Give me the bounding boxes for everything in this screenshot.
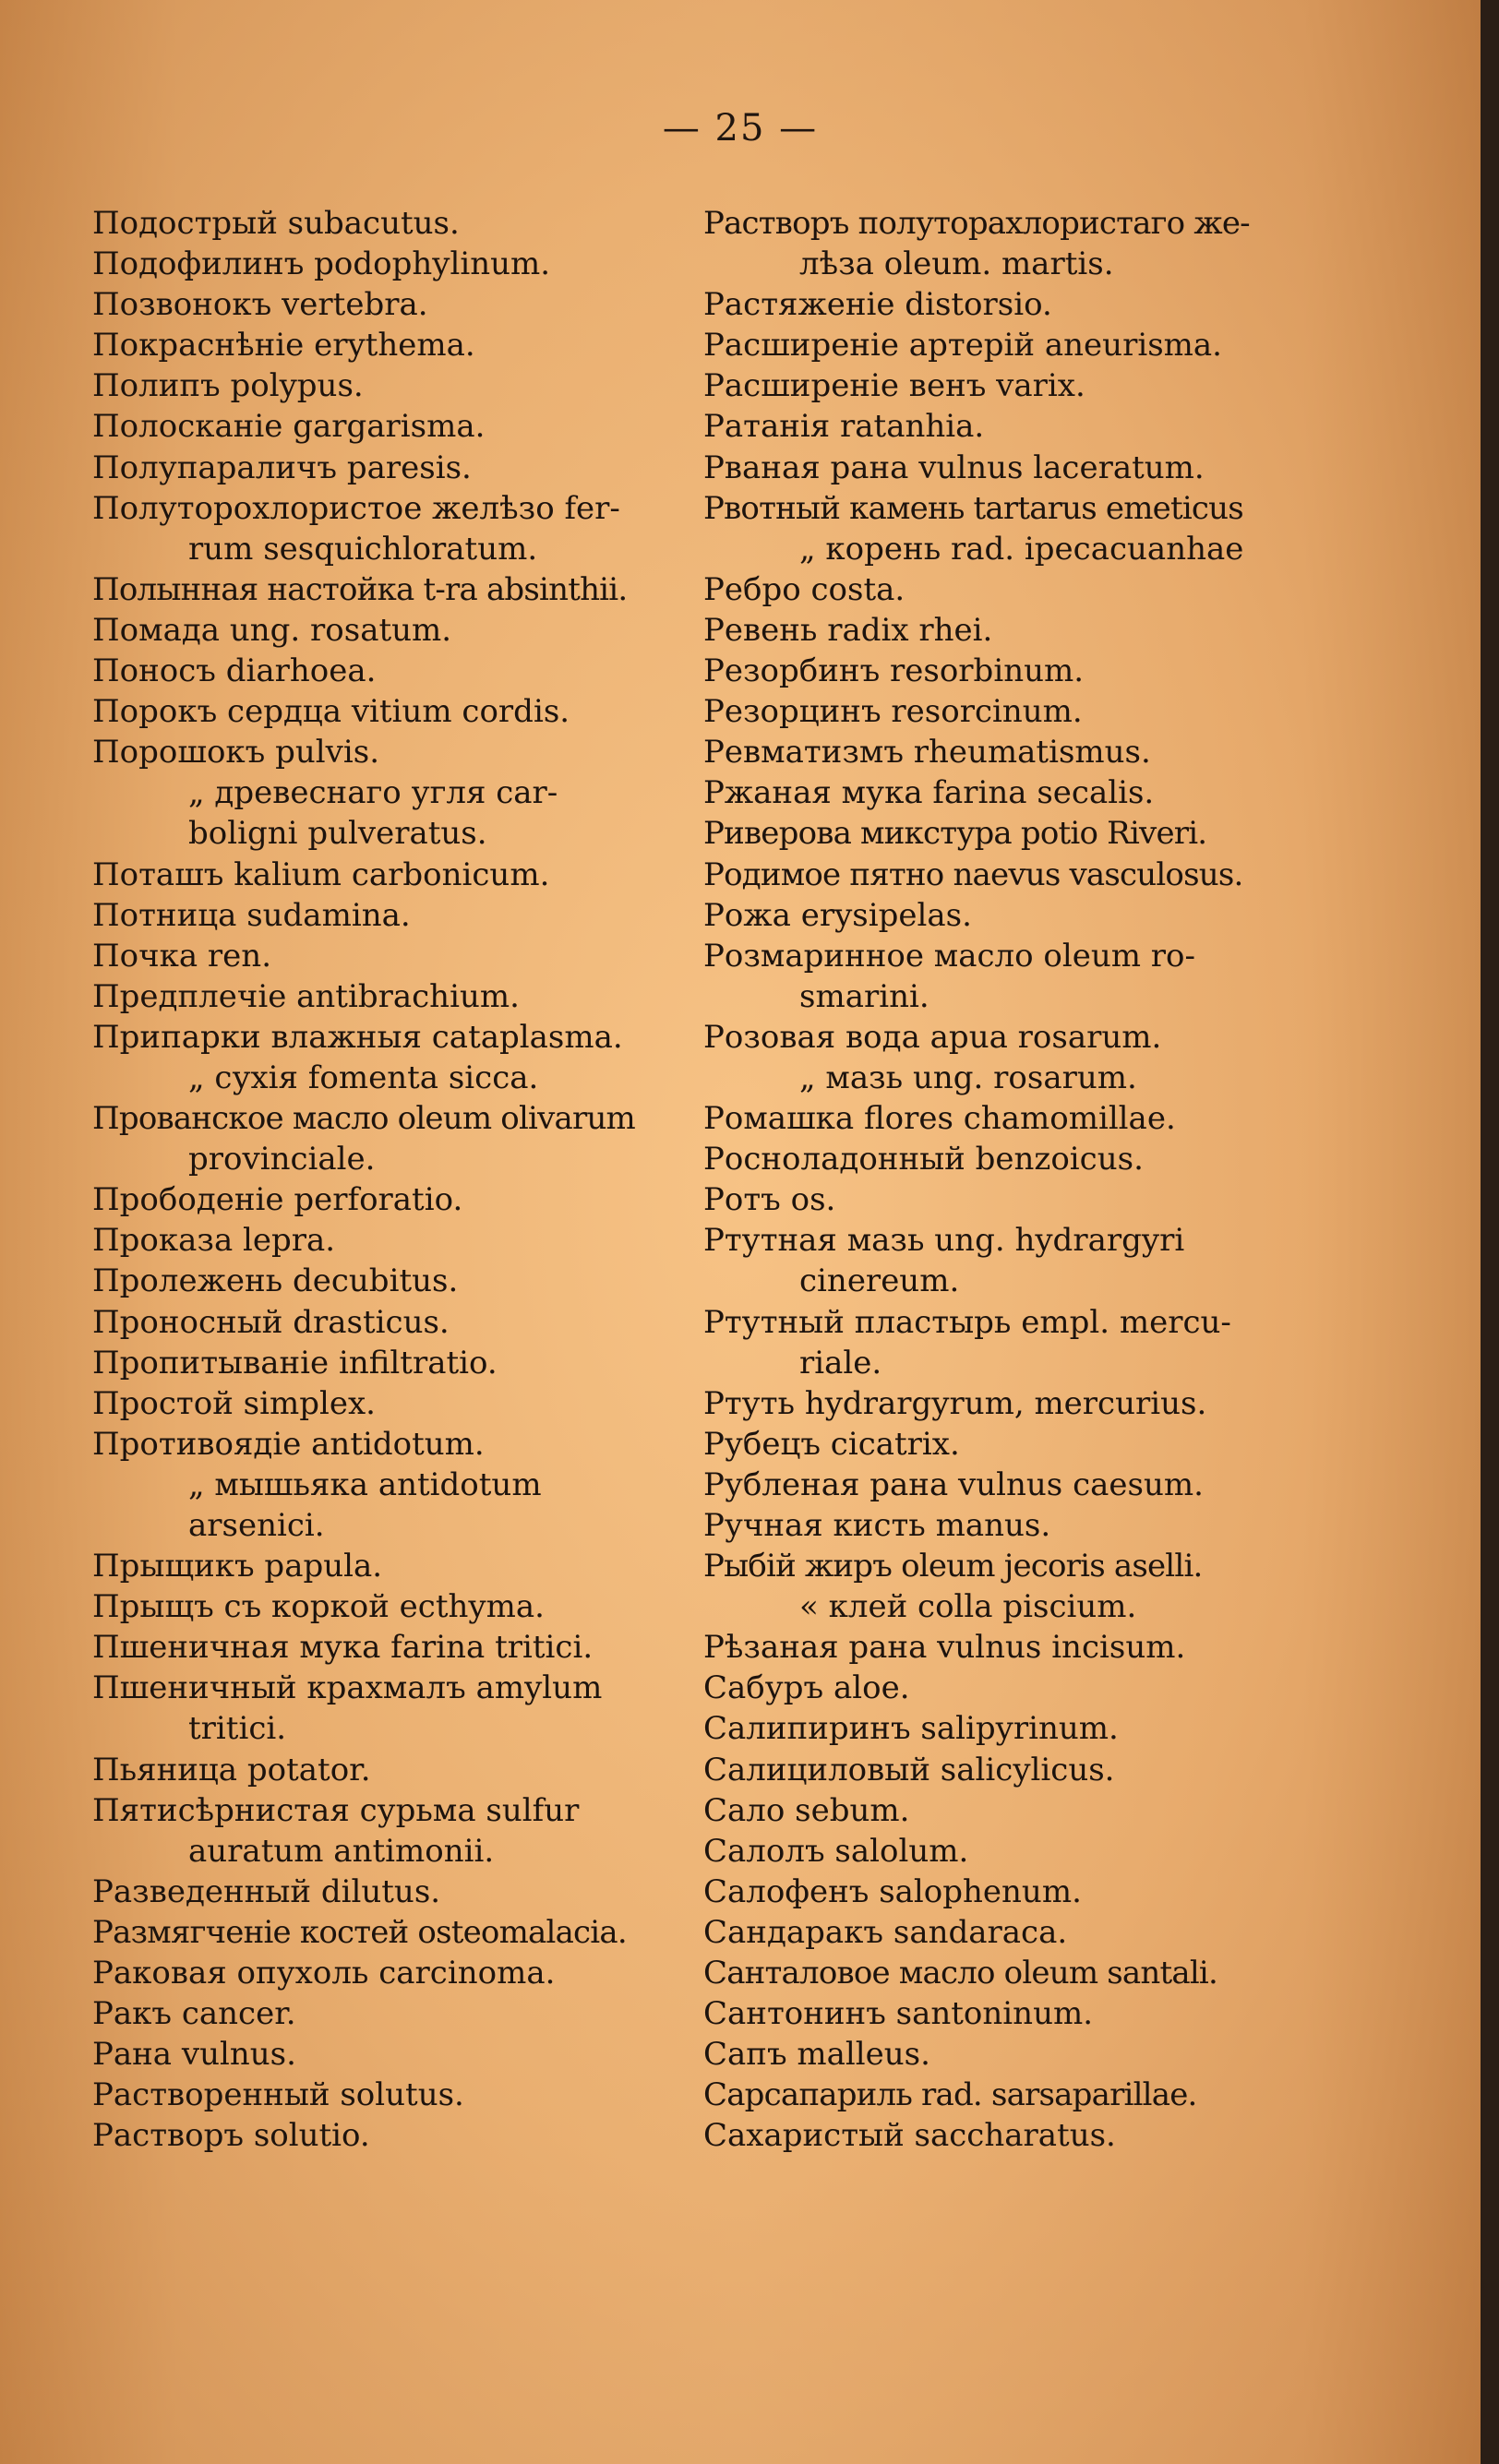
dictionary-entry: Сабуръ aloe. — [703, 1669, 910, 1707]
dictionary-entry: Полынная настойка t-ra absinthii. — [92, 570, 628, 608]
dictionary-entry-continuation: „ корень rad. ipecacuanhae — [799, 530, 1244, 568]
dictionary-entry: Салициловый salicylicus. — [703, 1751, 1115, 1788]
dictionary-entry: Ртутная мазь ung. hydrargyri — [703, 1222, 1185, 1260]
dictionary-entry: Пшеничная мука farina tritici. — [92, 1629, 594, 1667]
dictionary-entry: Раковая опухоль carcinoma. — [92, 1955, 556, 1992]
dictionary-entry: Резорцинъ resorcinum. — [703, 693, 1083, 731]
left-column — [92, 203, 683, 2157]
dictionary-entry: Растворъ solutio. — [92, 2117, 370, 2155]
dictionary-entry-continuation: auratum antimonii. — [188, 1832, 495, 1870]
dictionary-entry: Подострый subacutus. — [92, 205, 460, 242]
dictionary-entry: Розмаринное масло oleum ro- — [703, 937, 1196, 975]
dictionary-entry: Пятисѣрнистая сурьма sulfur — [92, 1791, 580, 1829]
dictionary-entry: Прободеніе perforatio. — [92, 1181, 463, 1219]
dictionary-entry: Почка ren. — [92, 937, 272, 975]
dictionary-entry: Предплечіе antibrachium. — [92, 977, 520, 1015]
dictionary-entry: Рѣзаная рана vulnus incisum. — [703, 1629, 1186, 1667]
dictionary-entry: Ромашка flores chamomillae. — [703, 1100, 1176, 1138]
dictionary-entry: Ребро costa. — [703, 570, 905, 608]
dictionary-entry: Противоядіе antidotum. — [92, 1425, 485, 1463]
dictionary-entry: Поносъ diarhoea. — [92, 652, 377, 690]
dictionary-entry: Сарсапариль rad. sarsaparillae. — [703, 2076, 1197, 2114]
dictionary-entry: Ртутный пластырь empl. mercu- — [703, 1303, 1231, 1341]
dictionary-entry: Рвотный камень tartarus emeticus — [703, 489, 1243, 527]
dictionary-entry: Расширеніе артерій aneurisma. — [703, 327, 1222, 365]
dictionary-entry: Растворенный solutus. — [92, 2076, 464, 2114]
dictionary-entry: Припарки влажныя cataplasma. — [92, 1018, 623, 1056]
dictionary-entry: Сало sebum. — [703, 1791, 910, 1829]
dictionary-entry: Покраснѣніе erythema. — [92, 327, 475, 365]
dictionary-entry: Позвонокъ vertebra. — [92, 286, 428, 324]
dictionary-columns — [92, 203, 1292, 2157]
dictionary-entry: Резорбинъ resorbinum. — [703, 652, 1085, 690]
dictionary-entry: Ржаная мука farina secalis. — [703, 774, 1155, 812]
dictionary-entry: Пролежень decubitus. — [92, 1262, 459, 1300]
dictionary-entry: Риверова микстура potio Riveri. — [703, 815, 1207, 853]
dictionary-entry: Ревматизмъ rheumatismus. — [703, 734, 1151, 771]
dictionary-entry-continuation: riale. — [799, 1344, 882, 1382]
dictionary-entry: Проносный drasticus. — [92, 1303, 450, 1341]
dictionary-entry: Поташъ kalium carbonicum. — [92, 855, 550, 893]
dictionary-entry: Ракъ cancer. — [92, 1995, 296, 2033]
dictionary-entry: Сандаракъ sandaraca. — [703, 1913, 1068, 1951]
dictionary-entry: Рваная рана vulnus laceratum. — [703, 449, 1205, 486]
dictionary-entry-continuation: лѣза oleum. martis. — [799, 245, 1114, 283]
dictionary-entry: Помада ung. rosatum. — [92, 611, 452, 649]
dictionary-entry: Салипиринъ salipyrinum. — [703, 1710, 1119, 1748]
dictionary-entry: Салофенъ salophenum. — [703, 1872, 1082, 1910]
dictionary-entry: Салолъ salolum. — [703, 1832, 969, 1870]
dictionary-entry: Ручная кисть manus. — [703, 1507, 1051, 1544]
dictionary-entry: Растяженіе distorsio. — [703, 286, 1052, 324]
dictionary-entry: Полосканіе gargarisma. — [92, 408, 486, 446]
dictionary-entry: Сантонинъ santoninum. — [703, 1995, 1094, 2033]
dictionary-entry-continuation: rum sesquichloratum. — [188, 530, 538, 568]
page-number: — 25 — — [662, 107, 819, 150]
dictionary-entry: Разведенный dilutus. — [92, 1872, 441, 1910]
dictionary-entry-continuation: „ мазь ung. rosarum. — [799, 1059, 1137, 1096]
dictionary-entry: Ревень radix rhei. — [703, 611, 993, 649]
dictionary-entry: Пшеничный крахмалъ amylum — [92, 1669, 603, 1707]
dictionary-entry: Порошокъ pulvis. — [92, 734, 379, 771]
dictionary-entry-continuation: arsenici. — [188, 1507, 325, 1544]
dictionary-entry-continuation: „ мышьяка antidotum — [188, 1465, 542, 1503]
dictionary-entry: Ртуть hydrargyrum, mercurius. — [703, 1384, 1207, 1422]
dictionary-entry: Размягченіе костей osteomalacia. — [92, 1913, 627, 1951]
dictionary-entry: Простой simplex. — [92, 1384, 376, 1422]
dictionary-entry: Росноладонный benzoicus. — [703, 1141, 1144, 1178]
dictionary-entry: Прыщъ съ коркой ecthyma. — [92, 1588, 545, 1626]
dictionary-entry: Прованское масло oleum olivarum — [92, 1100, 635, 1138]
dictionary-entry: Розовая вода apua rosarum. — [703, 1018, 1162, 1056]
dictionary-entry: Рыбій жиръ oleum jecoris aselli. — [703, 1548, 1203, 1585]
dictionary-entry: Сапъ malleus. — [703, 2036, 930, 2074]
right-column — [703, 203, 1292, 2157]
dictionary-entry: Рубецъ cicatrix. — [703, 1425, 960, 1463]
dictionary-entry: Рубленая рана vulnus caesum. — [703, 1465, 1204, 1503]
dictionary-entry-continuation: provinciale. — [188, 1141, 376, 1178]
dictionary-entry: Сахаристый saccharatus. — [703, 2117, 1116, 2155]
dictionary-entry: Родимое пятно naevus vasculosus. — [703, 855, 1243, 893]
dictionary-entry: Полуторохлористое желѣзо fer- — [92, 489, 620, 527]
dictionary-entry: Проказа lepra. — [92, 1222, 336, 1260]
dictionary-entry: Ротъ os. — [703, 1181, 836, 1219]
dictionary-entry: Рожа erysipelas. — [703, 896, 972, 934]
dictionary-entry-continuation: tritici. — [188, 1710, 287, 1748]
dictionary-entry: Расширеніе венъ varix. — [703, 367, 1085, 405]
dictionary-entry: Рана vulnus. — [92, 2036, 296, 2074]
dictionary-entry: Порокъ сердца vitium cordis. — [92, 693, 570, 731]
dictionary-entry-continuation: cinereum. — [799, 1262, 960, 1300]
dictionary-entry: Санталовое масло oleum santali. — [703, 1955, 1217, 1992]
dictionary-entry-continuation: „ сухія fomenta sicca. — [188, 1059, 539, 1096]
dictionary-entry: Полипъ polypus. — [92, 367, 364, 405]
dictionary-entry: Ратанія ratanhia. — [703, 408, 985, 446]
dictionary-entry: Подофилинъ podophylinum. — [92, 245, 551, 283]
dictionary-entry-continuation: smarini. — [799, 977, 929, 1015]
dictionary-entry: Растворъ полуторахлористаго же- — [703, 205, 1250, 242]
dictionary-entry: Пропитываніе infiltratio. — [92, 1344, 498, 1382]
dictionary-entry: Потница sudamina. — [92, 896, 411, 934]
dictionary-entry: Пьяница potator. — [92, 1751, 371, 1788]
dictionary-entry-continuation: „ древеснаго угля car- — [188, 774, 558, 812]
dictionary-entry: Полупараличъ paresis. — [92, 449, 472, 486]
dictionary-entry: Прыщикъ papula. — [92, 1548, 383, 1585]
dictionary-entry-continuation: boligni pulveratus. — [188, 815, 487, 853]
dictionary-entry-continuation: « клей colla piscium. — [799, 1588, 1137, 1626]
